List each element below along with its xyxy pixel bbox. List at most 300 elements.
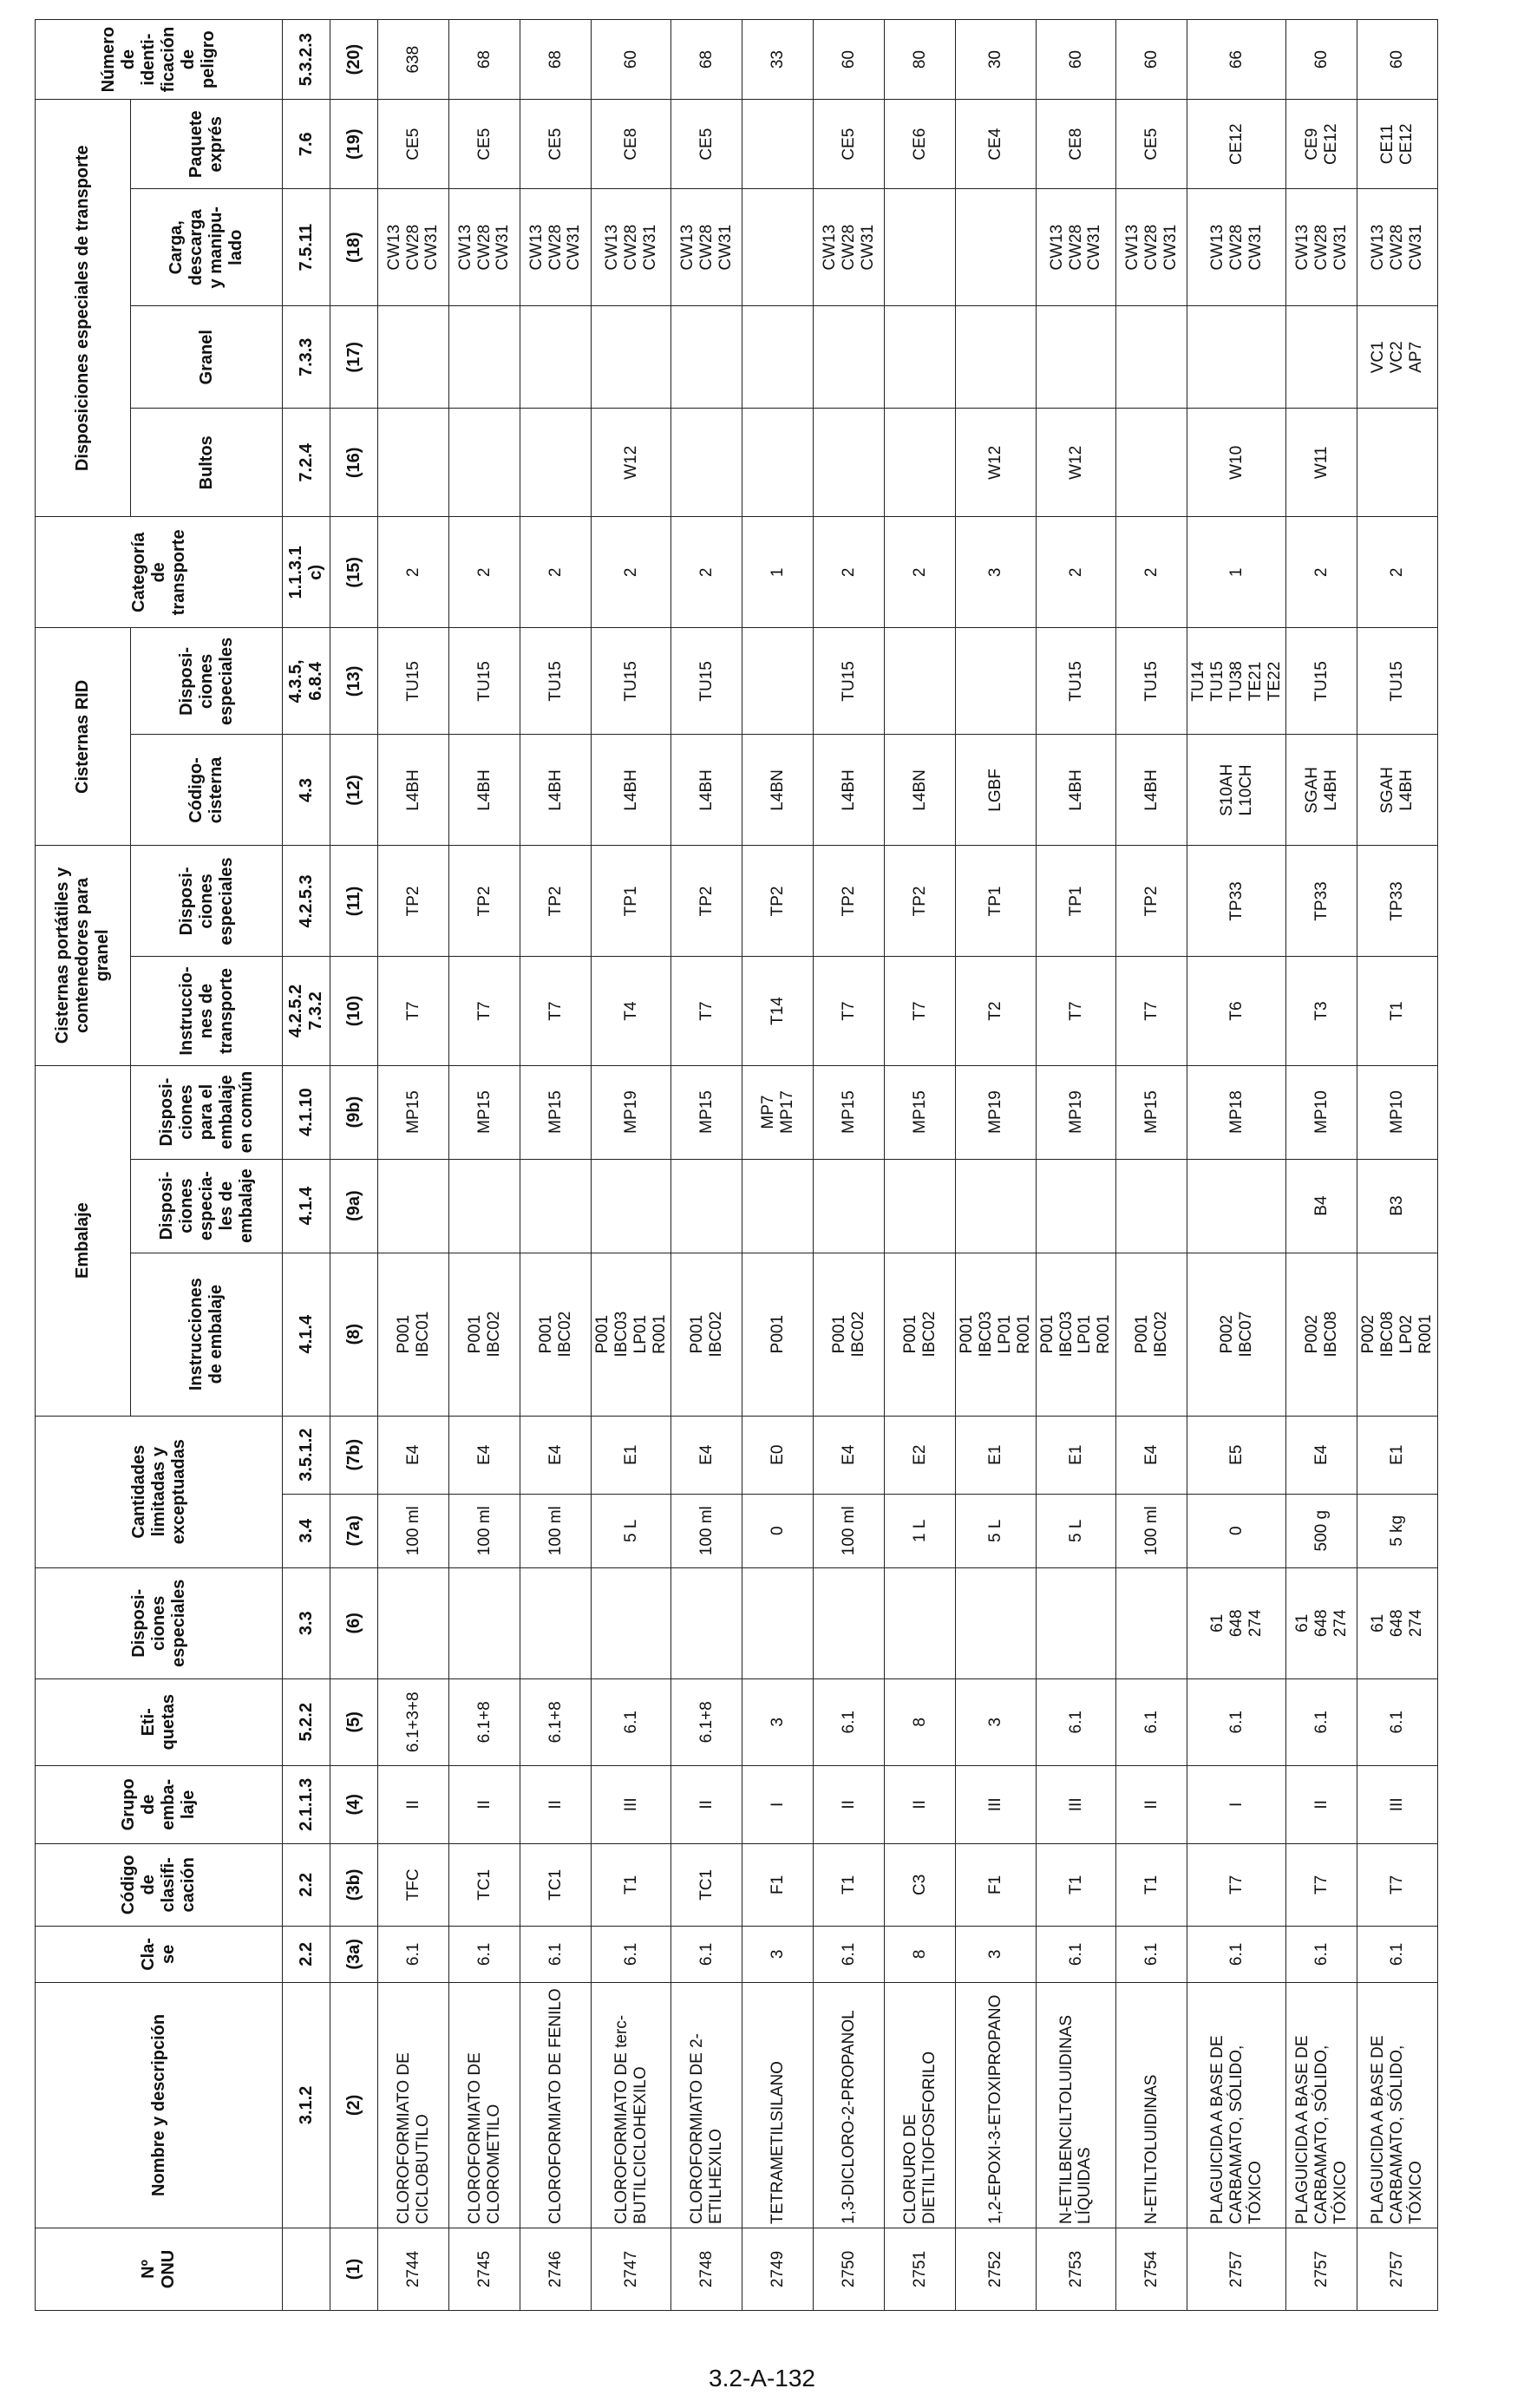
cell: 6.1 bbox=[1286, 1678, 1357, 1765]
header-cisternas-portatiles: Cisternas portátiles y contenedores para granel bbox=[36, 846, 131, 1065]
cell: E0 bbox=[742, 1416, 814, 1494]
cell: 2 bbox=[1036, 517, 1115, 628]
cell bbox=[592, 1567, 671, 1678]
table-row bbox=[449, 20, 520, 2311]
cell: 68 bbox=[671, 20, 742, 100]
cell: II bbox=[1286, 1765, 1357, 1843]
cell: 6.1 bbox=[1357, 1678, 1437, 1765]
cell bbox=[1187, 1159, 1286, 1253]
cell bbox=[885, 1159, 956, 1253]
cell: I bbox=[1187, 1765, 1286, 1843]
cell: CE6 bbox=[885, 100, 956, 189]
cell: 4.3.5, 6.8.4 bbox=[283, 628, 330, 735]
cell: LGBF bbox=[956, 735, 1036, 846]
cell: T7 bbox=[1036, 957, 1115, 1065]
cell: 100 ml bbox=[814, 1494, 885, 1567]
cell: 60 bbox=[814, 20, 885, 100]
cell: TU15 bbox=[1286, 628, 1357, 735]
cell: CE5 bbox=[520, 100, 592, 189]
header-disp-embalaje-comun: Disposi- ciones para el embalaje en común bbox=[131, 1065, 283, 1159]
cell: C3 bbox=[885, 1843, 956, 1926]
cell: (6) bbox=[330, 1567, 378, 1678]
cell: (16) bbox=[330, 409, 378, 517]
cell: 2 bbox=[814, 517, 885, 628]
cell: CW13 CW28 CW31 bbox=[814, 189, 885, 306]
cell: L4BH bbox=[449, 735, 520, 846]
cell: P001 IBC03 LP01 R001 bbox=[956, 1253, 1036, 1416]
cell: (9a) bbox=[330, 1159, 378, 1253]
table-row bbox=[1036, 20, 1115, 2311]
cell: L4BN bbox=[742, 735, 814, 846]
cell bbox=[1116, 1567, 1187, 1678]
cell: SGAH L4BH bbox=[1357, 735, 1437, 846]
cell: (3a) bbox=[330, 1926, 378, 1982]
cell: TETRAMETILSILANO bbox=[742, 1982, 814, 2228]
cell bbox=[520, 409, 592, 517]
cell: 6.1 bbox=[378, 1926, 449, 1982]
cell bbox=[449, 306, 520, 409]
cell: 3 bbox=[742, 1926, 814, 1982]
cell: TP33 bbox=[1357, 846, 1437, 957]
cell: 2.1.1.3 bbox=[283, 1765, 330, 1843]
cell: W12 bbox=[956, 409, 1036, 517]
cell bbox=[742, 306, 814, 409]
cell: CW13 CW28 CW31 bbox=[378, 189, 449, 306]
cell: 3.5.1.2 bbox=[283, 1416, 330, 1494]
cell: T1 bbox=[592, 1843, 671, 1926]
header-disp-transporte: Disposiciones especiales de transporte bbox=[36, 100, 131, 517]
cell: 2748 bbox=[671, 2228, 742, 2310]
cell: 2 bbox=[378, 517, 449, 628]
cell: T7 bbox=[378, 957, 449, 1065]
cell: 6.1 bbox=[1187, 1678, 1286, 1765]
cell: E1 bbox=[592, 1416, 671, 1494]
header-bultos: Bultos bbox=[131, 409, 283, 517]
cell: F1 bbox=[742, 1843, 814, 1926]
cell bbox=[1036, 1567, 1115, 1678]
cell: T6 bbox=[1187, 957, 1286, 1065]
cell: E2 bbox=[885, 1416, 956, 1494]
cell: 2 bbox=[671, 517, 742, 628]
cell: MP15 bbox=[885, 1065, 956, 1159]
cell: P001 IBC02 bbox=[885, 1253, 956, 1416]
cell: 0 bbox=[1187, 1494, 1286, 1567]
cell: TP1 bbox=[592, 846, 671, 957]
cell bbox=[1036, 1159, 1115, 1253]
header-grupo: Grupo de emba- laje bbox=[36, 1765, 283, 1843]
cell: 2746 bbox=[520, 2228, 592, 2310]
cell: CE12 bbox=[1187, 100, 1286, 189]
cell: 6.1 bbox=[814, 1926, 885, 1982]
cell: T7 bbox=[885, 957, 956, 1065]
cell: 2.2 bbox=[283, 1843, 330, 1926]
cell: MP15 bbox=[814, 1065, 885, 1159]
cell: TP2 bbox=[885, 846, 956, 957]
cell: P001 bbox=[742, 1253, 814, 1416]
cell: MP19 bbox=[592, 1065, 671, 1159]
cell bbox=[520, 1159, 592, 1253]
cell: TP1 bbox=[956, 846, 1036, 957]
cell: CE5 bbox=[814, 100, 885, 189]
cell: CE5 bbox=[1116, 100, 1187, 189]
cell bbox=[671, 306, 742, 409]
cell bbox=[1036, 306, 1115, 409]
cell: MP15 bbox=[449, 1065, 520, 1159]
table-row bbox=[1187, 20, 1286, 2311]
cell: SGAH L4BH bbox=[1286, 735, 1357, 846]
cell bbox=[742, 189, 814, 306]
cell: 7.5.11 bbox=[283, 189, 330, 306]
cell: 7.3.3 bbox=[283, 306, 330, 409]
column-number-row bbox=[330, 20, 378, 2311]
cell: 6.1 bbox=[520, 1926, 592, 1982]
cell: CW13 CW28 CW31 bbox=[671, 189, 742, 306]
cell: 8 bbox=[885, 1926, 956, 1982]
cell bbox=[378, 409, 449, 517]
cell: T7 bbox=[671, 957, 742, 1065]
cell: 6.1 bbox=[1187, 1926, 1286, 1982]
cell: 2754 bbox=[1116, 2228, 1187, 2310]
cell: E4 bbox=[449, 1416, 520, 1494]
header-cantidades: Cantidades limitadas y exceptuadas bbox=[36, 1416, 283, 1567]
cell bbox=[885, 189, 956, 306]
cell: 2745 bbox=[449, 2228, 520, 2310]
cell bbox=[449, 1159, 520, 1253]
cell: (3b) bbox=[330, 1843, 378, 1926]
cell bbox=[1286, 306, 1357, 409]
cell: E4 bbox=[814, 1416, 885, 1494]
cell: 2751 bbox=[885, 2228, 956, 2310]
table-row bbox=[1357, 20, 1437, 2311]
cell: S10AH L10CH bbox=[1187, 735, 1286, 846]
cell: CW13 CW28 CW31 bbox=[1116, 189, 1187, 306]
header-granel: Granel bbox=[131, 306, 283, 409]
cell: TFC bbox=[378, 1843, 449, 1926]
cell: 8 bbox=[885, 1678, 956, 1765]
cell: 80 bbox=[885, 20, 956, 100]
cell: CW13 CW28 CW31 bbox=[1187, 189, 1286, 306]
cell: (2) bbox=[330, 1982, 378, 2228]
cell: 5.2.2 bbox=[283, 1678, 330, 1765]
header-categoria: Categoría de transporte bbox=[36, 517, 283, 628]
cell: TP2 bbox=[671, 846, 742, 957]
cell: 100 ml bbox=[520, 1494, 592, 1567]
cell: (20) bbox=[330, 20, 378, 100]
cell: 0 bbox=[742, 1494, 814, 1567]
cell: MP15 bbox=[1116, 1065, 1187, 1159]
cell: 3 bbox=[956, 1926, 1036, 1982]
header-codigo: Código de clasifi- cación bbox=[36, 1843, 283, 1926]
cell: 2757 bbox=[1286, 2228, 1357, 2310]
cell: 100 ml bbox=[378, 1494, 449, 1567]
cell: II bbox=[885, 1765, 956, 1843]
cell: W11 bbox=[1286, 409, 1357, 517]
cell: TU15 bbox=[1036, 628, 1115, 735]
cell: (1) bbox=[330, 2228, 378, 2310]
cell: CE11 CE12 bbox=[1357, 100, 1437, 189]
cell: 1 bbox=[742, 517, 814, 628]
cell: PLAGUICIDA A BASE DE CARBAMATO, SÓLIDO, TÓXICO bbox=[1286, 1982, 1357, 2228]
cell: 7.2.4 bbox=[283, 409, 330, 517]
cell: 66 bbox=[1187, 20, 1286, 100]
page-frame bbox=[35, 19, 1440, 2311]
cell: 6.1 bbox=[1357, 1926, 1437, 1982]
cell bbox=[742, 100, 814, 189]
cell: MP15 bbox=[378, 1065, 449, 1159]
cell: 500 g bbox=[1286, 1494, 1357, 1567]
cell: T7 bbox=[1357, 1843, 1437, 1926]
cell: T4 bbox=[592, 957, 671, 1065]
cell: E1 bbox=[1036, 1416, 1115, 1494]
header-embalaje: Embalaje bbox=[36, 1065, 131, 1416]
cell: T3 bbox=[1286, 957, 1357, 1065]
cell: CW13 CW28 CW31 bbox=[1036, 189, 1115, 306]
cell: T7 bbox=[1286, 1843, 1357, 1926]
cell: TU15 bbox=[449, 628, 520, 735]
cell: 6.1+3+8 bbox=[378, 1678, 449, 1765]
cell bbox=[956, 628, 1036, 735]
table-row bbox=[671, 20, 742, 2311]
cell: P001 IBC03 LP01 R001 bbox=[1036, 1253, 1115, 1416]
cell: L4BH bbox=[1116, 735, 1187, 846]
cell: P002 IBC08 bbox=[1286, 1253, 1357, 1416]
cell: 61 648 274 bbox=[1357, 1567, 1437, 1678]
cell: L4BN bbox=[885, 735, 956, 846]
cell: 2 bbox=[1357, 517, 1437, 628]
cell: P001 IBC02 bbox=[449, 1253, 520, 1416]
header-disp-especiales-embalaje: Disposi- ciones especia- les de embalaje bbox=[131, 1159, 283, 1253]
cell: 30 bbox=[956, 20, 1036, 100]
cell: T1 bbox=[1036, 1843, 1115, 1926]
cell: TP33 bbox=[1286, 846, 1357, 957]
cell: B4 bbox=[1286, 1159, 1357, 1253]
cell: 3 bbox=[956, 1678, 1036, 1765]
cell: PLAGUICIDA A BASE DE CARBAMATO, SÓLIDO, TÓXICO bbox=[1187, 1982, 1286, 2228]
header-cisternas-rid: Cisternas RID bbox=[36, 628, 131, 846]
cell: 3 bbox=[742, 1678, 814, 1765]
cell bbox=[814, 1567, 885, 1678]
rotated-table-wrapper bbox=[35, 19, 1440, 2311]
header-clase: Cla- se bbox=[36, 1926, 283, 1982]
cell: T7 bbox=[1187, 1843, 1286, 1926]
cell: TC1 bbox=[449, 1843, 520, 1926]
cell: 6.1 bbox=[1286, 1926, 1357, 1982]
cell: P001 IBC02 bbox=[814, 1253, 885, 1416]
cell: TP2 bbox=[449, 846, 520, 957]
cell: CLORURO DE DIETILTIOFOSFORILO bbox=[885, 1982, 956, 2228]
cell bbox=[671, 1159, 742, 1253]
cell: (10) bbox=[330, 957, 378, 1065]
cell: 4.3 bbox=[283, 735, 330, 846]
cell: N-ETILBENCILTOLUIDINAS LÍQUIDAS bbox=[1036, 1982, 1115, 2228]
cell: 2757 bbox=[1357, 2228, 1437, 2310]
cell: E4 bbox=[520, 1416, 592, 1494]
cell: W12 bbox=[592, 409, 671, 517]
cell: III bbox=[1036, 1765, 1115, 1843]
cell bbox=[283, 2228, 330, 2310]
cell: 2757 bbox=[1187, 2228, 1286, 2310]
header-codigo-cisterna: Código- cisterna bbox=[131, 735, 283, 846]
cell: 68 bbox=[520, 20, 592, 100]
cell: L4BH bbox=[378, 735, 449, 846]
cell: 6.1 bbox=[1036, 1678, 1115, 1765]
cell: 2747 bbox=[592, 2228, 671, 2310]
cell: TP2 bbox=[520, 846, 592, 957]
cell: PLAGUICIDA A BASE DE CARBAMATO, SÓLIDO, TÓXICO bbox=[1357, 1982, 1437, 2228]
cell: III bbox=[956, 1765, 1036, 1843]
cell: 2 bbox=[449, 517, 520, 628]
cell bbox=[742, 628, 814, 735]
cell: 6.1 bbox=[671, 1926, 742, 1982]
cell: (5) bbox=[330, 1678, 378, 1765]
cell: 6.1 bbox=[1116, 1678, 1187, 1765]
cell: 6.1+8 bbox=[520, 1678, 592, 1765]
header-paquete: Paquete exprés bbox=[131, 100, 283, 189]
cell: 638 bbox=[378, 20, 449, 100]
cell: CW13 CW28 CW31 bbox=[520, 189, 592, 306]
dangerous-goods-table bbox=[35, 19, 1438, 2311]
cell: 33 bbox=[742, 20, 814, 100]
cell: CLOROFORMIATO DE CLOROMETILO bbox=[449, 1982, 520, 2228]
cell: MP15 bbox=[520, 1065, 592, 1159]
cell: TC1 bbox=[520, 1843, 592, 1926]
cell bbox=[956, 306, 1036, 409]
cell: T1 bbox=[814, 1843, 885, 1926]
cell: 5 L bbox=[956, 1494, 1036, 1567]
cell bbox=[742, 1159, 814, 1253]
header-disp-especiales-rid: Disposi- ciones especiales bbox=[131, 628, 283, 735]
cell: W12 bbox=[1036, 409, 1115, 517]
cell bbox=[956, 1159, 1036, 1253]
cell: TU15 bbox=[592, 628, 671, 735]
header-disp-especiales-cp: Disposi- ciones especiales bbox=[131, 846, 283, 957]
table-row bbox=[742, 20, 814, 2311]
cell: 2 bbox=[1286, 517, 1357, 628]
cell: TP1 bbox=[1036, 846, 1115, 957]
header-instrucciones-transporte: Instruccio- nes de transporte bbox=[131, 957, 283, 1065]
cell bbox=[885, 628, 956, 735]
cell bbox=[956, 1567, 1036, 1678]
cell: MP15 bbox=[671, 1065, 742, 1159]
cell: TP33 bbox=[1187, 846, 1286, 957]
cell: 1 bbox=[1187, 517, 1286, 628]
cell: 60 bbox=[1036, 20, 1115, 100]
header-carga: Carga, descarga y manipu- lado bbox=[131, 189, 283, 306]
reference-row bbox=[283, 20, 330, 2311]
cell: F1 bbox=[956, 1843, 1036, 1926]
cell: E5 bbox=[1187, 1416, 1286, 1494]
cell: 6.1+8 bbox=[449, 1678, 520, 1765]
cell: MP18 bbox=[1187, 1065, 1286, 1159]
cell: L4BH bbox=[592, 735, 671, 846]
cell: 60 bbox=[1286, 20, 1357, 100]
cell: 5.3.2.3 bbox=[283, 20, 330, 100]
cell: 1.1.3.1 c) bbox=[283, 517, 330, 628]
cell: T2 bbox=[956, 957, 1036, 1065]
cell: MP10 bbox=[1357, 1065, 1437, 1159]
cell: CLOROFORMIATO DE terc- BUTILCICLOHEXILO bbox=[592, 1982, 671, 2228]
cell bbox=[885, 306, 956, 409]
cell: E4 bbox=[1116, 1416, 1187, 1494]
cell: 3.1.2 bbox=[283, 1982, 330, 2228]
cell: TU15 bbox=[671, 628, 742, 735]
cell: 1,2-EPOXI-3-ETOXIPROPANO bbox=[956, 1982, 1036, 2228]
cell: 7.6 bbox=[283, 100, 330, 189]
cell: CW13 CW28 CW31 bbox=[1286, 189, 1357, 306]
cell: 4.1.10 bbox=[283, 1065, 330, 1159]
cell bbox=[592, 1159, 671, 1253]
cell: (11) bbox=[330, 846, 378, 957]
cell: CE5 bbox=[378, 100, 449, 189]
cell: CLOROFORMIATO DE FENILO bbox=[520, 1982, 592, 2228]
cell bbox=[885, 409, 956, 517]
cell: III bbox=[1357, 1765, 1437, 1843]
cell bbox=[1116, 306, 1187, 409]
cell: 6.1 bbox=[592, 1678, 671, 1765]
cell: TP2 bbox=[1116, 846, 1187, 957]
cell bbox=[520, 1567, 592, 1678]
cell: T7 bbox=[520, 957, 592, 1065]
cell: 61 648 274 bbox=[1187, 1567, 1286, 1678]
cell bbox=[449, 1567, 520, 1678]
cell: VC1 VC2 AP7 bbox=[1357, 306, 1437, 409]
cell: CE4 bbox=[956, 100, 1036, 189]
cell: (7a) bbox=[330, 1494, 378, 1567]
cell: (8) bbox=[330, 1253, 378, 1416]
cell: L4BH bbox=[520, 735, 592, 846]
cell: 6.1 bbox=[592, 1926, 671, 1982]
cell: CE5 bbox=[449, 100, 520, 189]
cell bbox=[1187, 306, 1286, 409]
cell: II bbox=[520, 1765, 592, 1843]
cell: P001 IBC02 bbox=[520, 1253, 592, 1416]
cell: TU15 bbox=[378, 628, 449, 735]
cell bbox=[449, 409, 520, 517]
cell: 3.4 bbox=[283, 1494, 330, 1567]
header-disp-especiales: Disposi- ciones especiales bbox=[36, 1567, 283, 1678]
cell: (17) bbox=[330, 306, 378, 409]
cell bbox=[1116, 1159, 1187, 1253]
table-row bbox=[885, 20, 956, 2311]
cell bbox=[814, 409, 885, 517]
cell: 3.3 bbox=[283, 1567, 330, 1678]
cell: 5 L bbox=[1036, 1494, 1115, 1567]
cell: P002 IBC07 bbox=[1187, 1253, 1286, 1416]
cell: E1 bbox=[1357, 1416, 1437, 1494]
cell: 6.1 bbox=[449, 1926, 520, 1982]
cell bbox=[956, 189, 1036, 306]
cell: (12) bbox=[330, 735, 378, 846]
cell bbox=[742, 1567, 814, 1678]
cell bbox=[814, 1159, 885, 1253]
table-row bbox=[1116, 20, 1187, 2311]
cell: II bbox=[814, 1765, 885, 1843]
cell: 60 bbox=[1116, 20, 1187, 100]
cell bbox=[520, 306, 592, 409]
cell bbox=[378, 306, 449, 409]
cell: 4.2.5.2 7.3.2 bbox=[283, 957, 330, 1065]
cell bbox=[378, 1567, 449, 1678]
cell: 100 ml bbox=[449, 1494, 520, 1567]
cell: 2 bbox=[520, 517, 592, 628]
cell: 61 648 274 bbox=[1286, 1567, 1357, 1678]
cell: E4 bbox=[1286, 1416, 1357, 1494]
cell: II bbox=[1116, 1765, 1187, 1843]
page-number: 3.2-A-132 bbox=[709, 2365, 815, 2392]
cell bbox=[814, 306, 885, 409]
cell: E1 bbox=[956, 1416, 1036, 1494]
cell bbox=[742, 409, 814, 517]
